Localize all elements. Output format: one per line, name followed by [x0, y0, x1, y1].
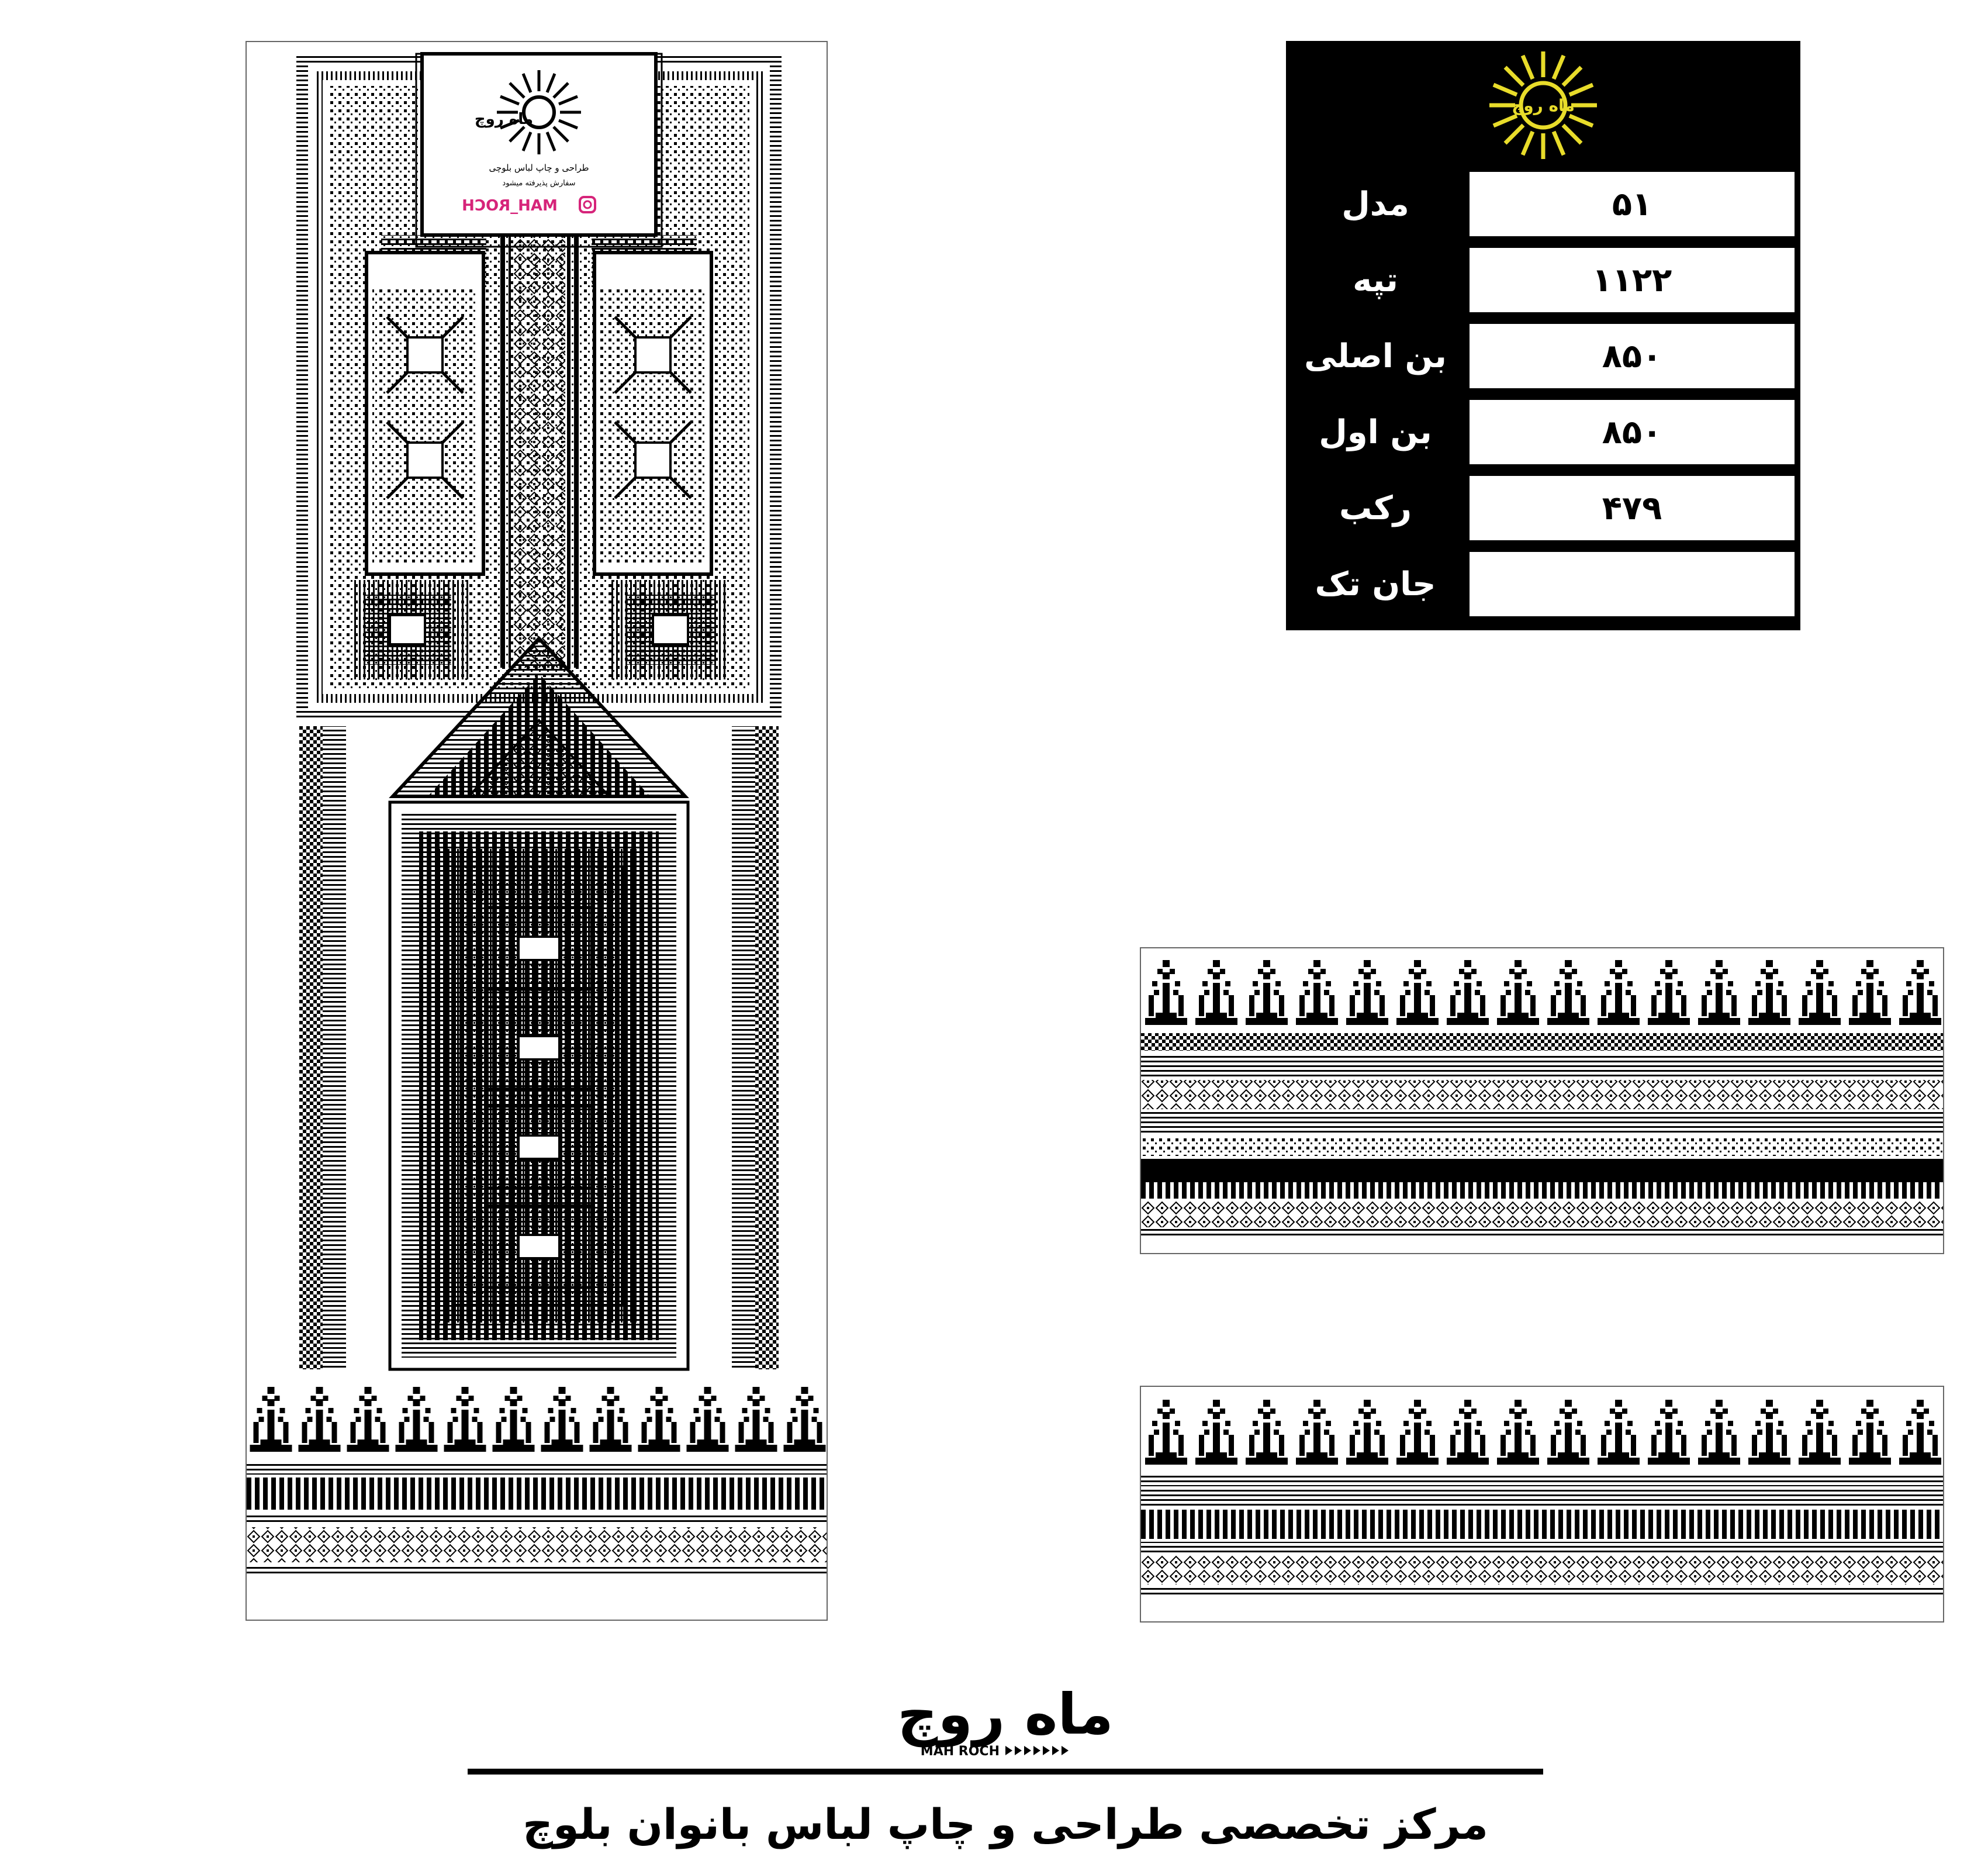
tree-motif [1346, 960, 1388, 1025]
tree-motif [1246, 1400, 1288, 1465]
tree-motif [1799, 960, 1841, 1025]
dress-pattern-panel [246, 41, 828, 1621]
tree-motif [1799, 1400, 1841, 1465]
tree-motif [1145, 1400, 1187, 1465]
tree-motif [1296, 1400, 1338, 1465]
spec-label: جان تک [1315, 565, 1436, 603]
tree-motif [1396, 1400, 1439, 1465]
dress-pattern-art [247, 42, 828, 1621]
footer-tagline: مرکز تخصصی طراحی و چاپ لباس بانوان بلوچ [523, 1800, 1488, 1849]
border-band-art-1 [1141, 948, 1944, 1254]
spec-row [1291, 474, 1796, 543]
tree-motif [1547, 960, 1589, 1025]
tree-motif [1698, 960, 1740, 1025]
sun-logo-icon [1479, 47, 1607, 164]
tree-motif [1648, 960, 1690, 1025]
spec-row [1291, 550, 1796, 619]
tree-motif [1497, 960, 1539, 1025]
tree-motif [1497, 1400, 1539, 1465]
spec-label: بن اول [1319, 413, 1432, 451]
spec-label: بن اصلی [1304, 337, 1447, 375]
dress-caption-line2: سفارش پذیرفته میشود [502, 179, 576, 188]
dress-logo-text: ماه روچ [474, 111, 534, 128]
tree-motif [1547, 1400, 1589, 1465]
tree-motif [1145, 960, 1187, 1025]
spec-table-logo [1286, 41, 1800, 170]
spec-value: ۸۵۰ [1470, 400, 1795, 464]
tree-motif [1698, 1400, 1740, 1465]
spec-value: ۵۱ [1470, 172, 1795, 236]
spec-row [1291, 398, 1796, 467]
tree-motif [1648, 1400, 1690, 1465]
tree-motif [250, 1387, 292, 1452]
tree-motif [1246, 960, 1288, 1025]
spec-row [1291, 170, 1796, 239]
tree-motif [1849, 960, 1891, 1025]
tree-motif [1195, 1400, 1237, 1465]
border-band-pattern-2 [1140, 1386, 1944, 1623]
spec-value: ۸۵۰ [1470, 324, 1795, 388]
tree-motif [1849, 1400, 1891, 1465]
instagram-handle: MAH_ROCH [462, 197, 558, 215]
spec-label: رکب [1339, 489, 1412, 527]
tree-motif [1346, 1400, 1388, 1465]
spec-row [1291, 246, 1796, 315]
spec-value [1470, 552, 1795, 616]
tree-motif [1396, 960, 1439, 1025]
spec-value: ۱۱۲۲ [1470, 248, 1795, 312]
spec-logo-text: ماه روچ [1512, 96, 1575, 115]
spec-value: ۴۷۹ [1470, 476, 1795, 540]
spec-label: تپه [1353, 261, 1398, 299]
footer-divider [468, 1769, 1543, 1775]
border-band-pattern-1 [1140, 947, 1944, 1254]
footer-logo-text: ماه روچ [897, 1684, 1114, 1747]
tree-motif [1296, 960, 1338, 1025]
tree-motif [1447, 960, 1489, 1025]
tree-motif [1748, 960, 1790, 1025]
tree-motif [1899, 960, 1941, 1025]
tree-motif [1598, 1400, 1640, 1465]
tree-motif [784, 1387, 826, 1452]
band1-tree-motifs [1145, 960, 1941, 1025]
band2-tree-motifs [1145, 1400, 1941, 1465]
border-band-art-2 [1141, 1387, 1944, 1623]
footer-logo-latin: MAH ROCH [920, 1744, 1000, 1759]
tree-motif [1748, 1400, 1790, 1465]
tree-motif [1447, 1400, 1489, 1465]
tree-motif [1899, 1400, 1941, 1465]
footer-arrows-icon [1005, 1746, 1069, 1755]
spec-table [1286, 41, 1800, 630]
tree-motif [1598, 960, 1640, 1025]
spec-row [1291, 322, 1796, 391]
tree-motif [1195, 960, 1237, 1025]
spec-label: مدل [1342, 185, 1409, 223]
footer-logo [888, 1684, 1122, 1760]
dress-caption-line1: طراحی و چاپ لباس بلوچی [489, 163, 589, 173]
